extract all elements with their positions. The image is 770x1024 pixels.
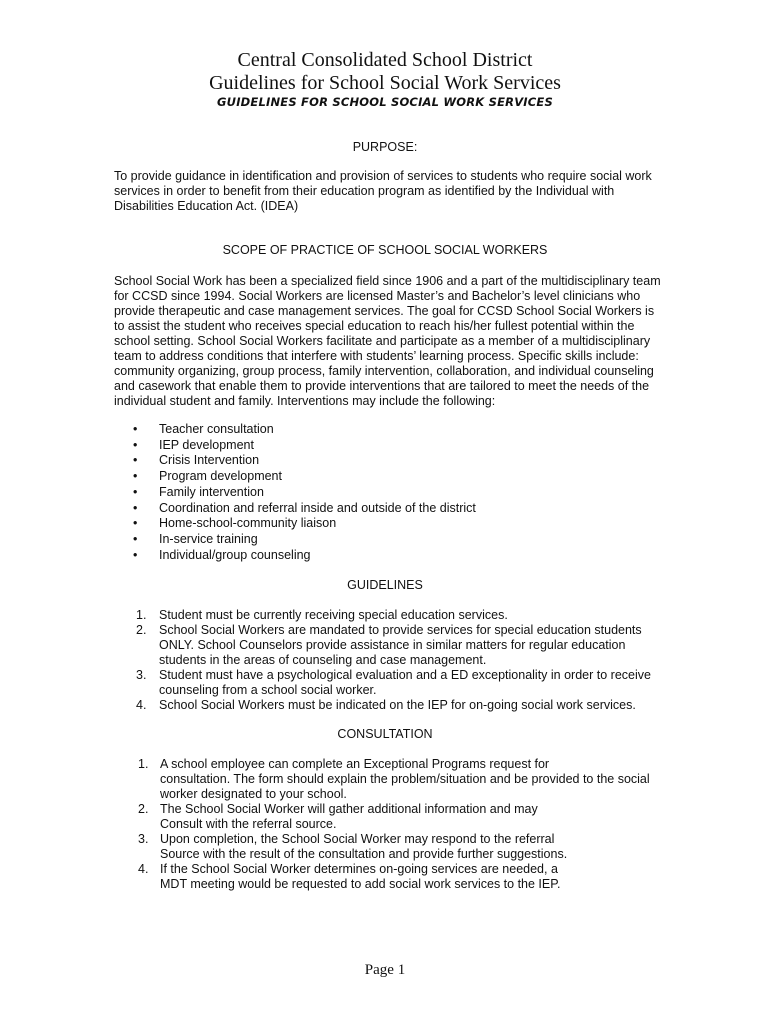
scope-heading: SCOPE OF PRACTICE OF SCHOOL SOCIAL WORKERS <box>222 243 548 257</box>
interventions-list <box>114 422 654 563</box>
item-number: 2. <box>138 802 149 816</box>
list-item-text-continued: consultation. The form should explain the problem/situation and be provided to the social worker designated to your school. <box>160 772 650 801</box>
guidelines-heading: GUIDELINES <box>347 578 423 592</box>
list-item-text: IEP development <box>159 437 254 452</box>
list-item <box>114 862 659 892</box>
list-item-text: If the School Social Worker determines on-going services are needed, a <box>160 862 558 876</box>
item-number: 3. <box>138 832 149 846</box>
list-item <box>114 698 654 713</box>
list-item <box>114 757 659 802</box>
list-item-text: In-service training <box>159 531 258 546</box>
list-item-text: Coordination and referral inside and outside of the district <box>159 500 476 515</box>
list-item-text: Program development <box>159 469 282 484</box>
bullet-icon: • <box>133 484 138 499</box>
list-item <box>114 532 654 548</box>
list-item-text: A school employee can complete an Exceptional Programs request for <box>160 757 550 771</box>
bullet-icon: • <box>133 516 138 531</box>
list-item <box>114 422 654 438</box>
list-item-text-continued: Source with the result of the consultation and provide further suggestions. <box>160 847 568 861</box>
bullet-icon: • <box>133 547 138 562</box>
list-item <box>114 438 654 454</box>
bullet-icon: • <box>133 469 138 484</box>
list-item <box>114 548 654 564</box>
scope-paragraph: School Social Work has been a specialized field since 1906 and a part of the multidisciplinary team for CCSD since 1994. Social Workers are licensed Master’s and Bachelor’s level clinicians who provide therapeutic and case management services. The goal for CCSD School Social Workers is to assist the student who receives special education to reach his/her fullest potential within the school setting. School Social Workers facilitate and participate as a member of a multidisciplinary team to address conditions that interfere with students’ learning process. Specific skills include: community organizing, group process, family intervention, collaboration, and individual counseling and casework that enable them to provide interventions that are tailored to meet the needs of the individual student and family. Interventions may include the following: <box>114 274 661 408</box>
item-number: 4. <box>136 698 147 712</box>
bullet-icon: • <box>133 531 138 546</box>
purpose-heading: PURPOSE: <box>352 140 418 154</box>
list-item <box>114 832 659 862</box>
list-item-text: Individual/group counseling <box>159 547 311 562</box>
list-item-text: The School Social Worker will gather additional information and may <box>160 802 538 816</box>
list-item-text-continued: Consult with the referral source. <box>160 817 337 831</box>
purpose-paragraph: To provide guidance in identification and provision of services to students who require social work services in order to benefit from their education program as identified by the Individual with Disabilities Education Act. (IDEA) <box>114 169 652 213</box>
list-item-text: Family intervention <box>159 484 264 499</box>
list-item-text: Upon completion, the School Social Worker may respond to the referral <box>160 832 555 846</box>
item-number: 4. <box>138 862 149 876</box>
consultation-list <box>114 757 659 892</box>
list-item <box>114 802 659 832</box>
list-item-text: Crisis Intervention <box>159 453 260 468</box>
list-item-text: School Social Workers are mandated to provide services for special education students ONLY. School Counselors provide assistance in similar matters for regular education students in the areas of counseling and case management. <box>159 623 642 667</box>
item-number: 1. <box>136 608 147 622</box>
item-number: 3. <box>136 668 147 682</box>
item-number: 1. <box>138 757 149 771</box>
list-item <box>114 485 654 501</box>
list-item <box>114 608 654 623</box>
bullet-icon: • <box>133 437 138 452</box>
item-number: 2. <box>136 623 147 637</box>
list-item <box>114 469 654 485</box>
document-subtitle: GUIDELINES FOR SCHOOL SOCIAL WORK SERVICES <box>217 95 553 109</box>
list-item-text: Student must have a psychological evaluation and a ED exceptionality in order to receive counseling from a school social worker. <box>159 668 651 697</box>
list-item <box>114 623 654 668</box>
list-item-text: Home-school-community liaison <box>159 516 337 531</box>
bullet-icon: • <box>133 500 138 515</box>
bullet-icon: • <box>133 422 138 436</box>
list-item-text: School Social Workers must be indicated on the IEP for on-going social work services. <box>159 698 636 712</box>
guidelines-list <box>114 608 654 713</box>
list-item <box>114 453 654 469</box>
consultation-heading: CONSULTATION <box>337 727 433 741</box>
list-item <box>114 501 654 517</box>
page-number: Page 1 <box>364 962 406 978</box>
bullet-icon: • <box>133 453 138 468</box>
document-title: Central Consolidated School District <box>237 49 533 71</box>
list-item-text-continued: MDT meeting would be requested to add social work services to the IEP. <box>160 877 561 891</box>
document-title-line2: Guidelines for School Social Work Services <box>209 72 561 94</box>
list-item <box>114 668 654 698</box>
list-item-text: Teacher consultation <box>159 422 274 436</box>
list-item-text: Student must be currently receiving special education services. <box>159 608 508 622</box>
list-item <box>114 516 654 532</box>
